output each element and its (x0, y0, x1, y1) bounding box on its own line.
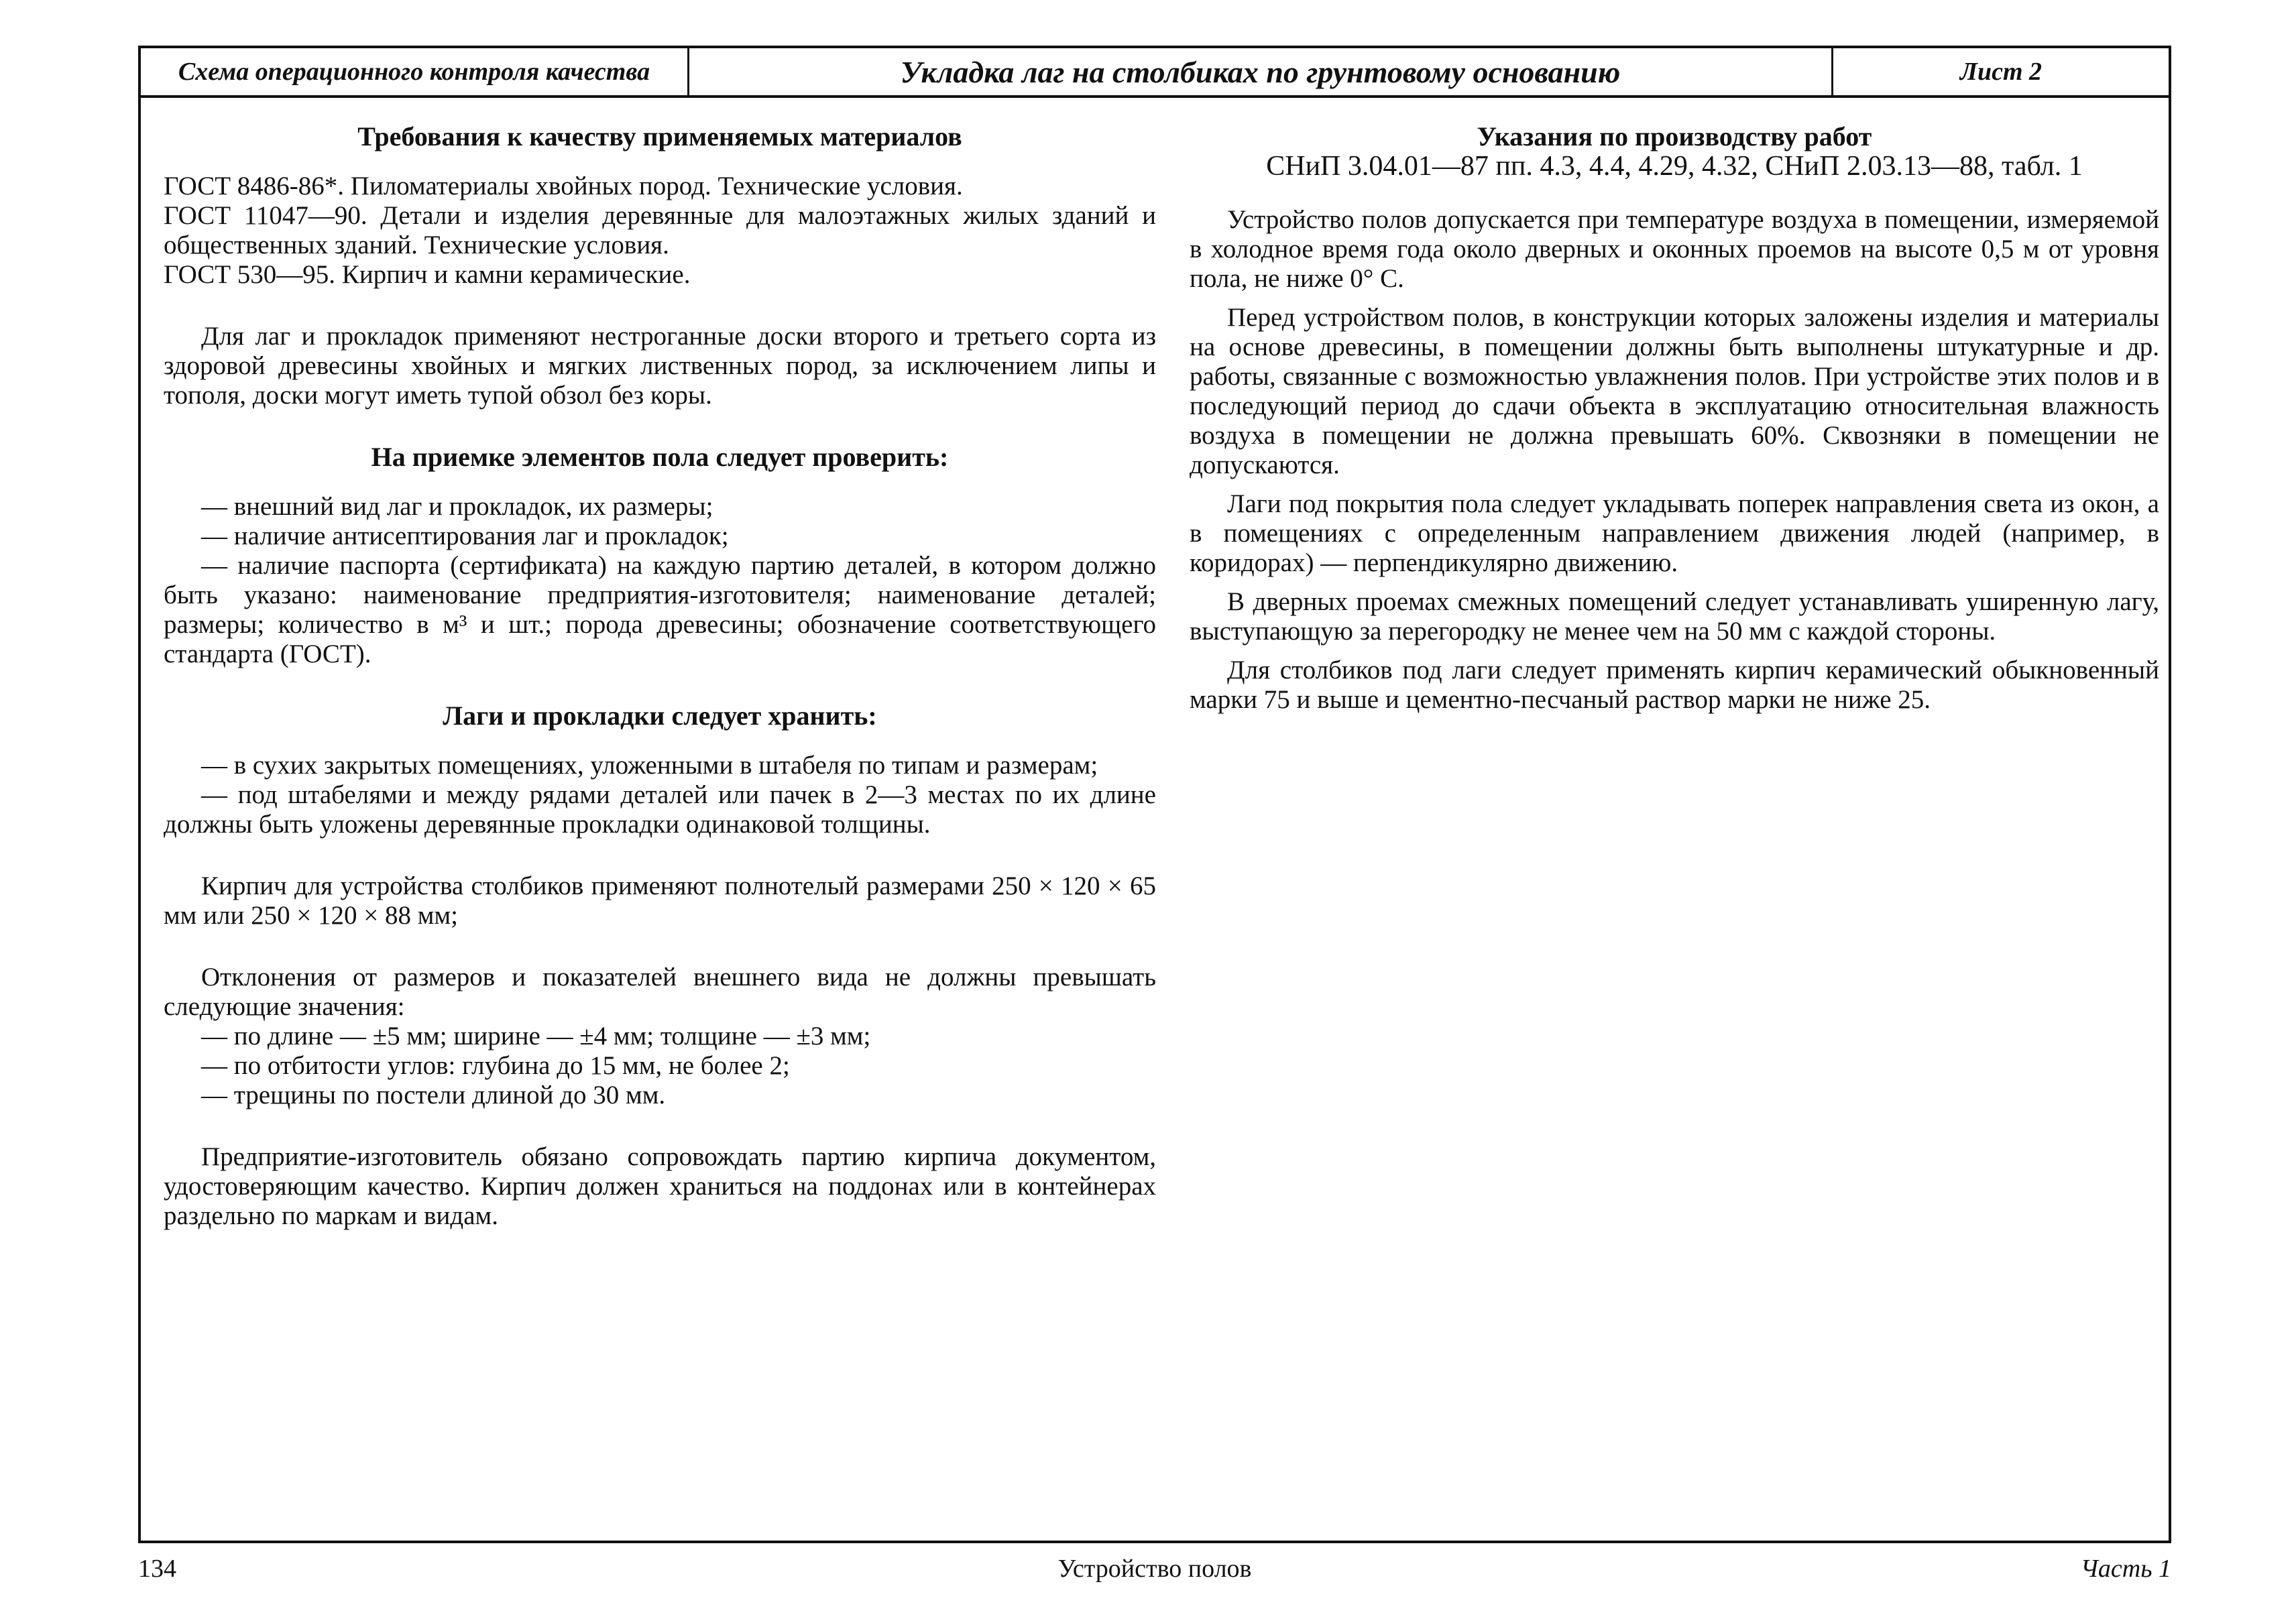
left-column (164, 122, 1156, 1231)
check-item: — наличие антисептирования лаг и прокладок; (201, 522, 729, 550)
section-title: Устройство полов (1057, 1555, 1252, 1583)
storage-heading: Лаги и прокладки следует хранить: (443, 701, 877, 731)
lumber-paragraph: Для лаг и прокладок применяют нестроганные доски второго и третьего сорта из здоровой древесины хвойных и мягких лиственных пород, за исключением липы и тополя, доски могут иметь тупой обзол без коры. (164, 322, 1156, 410)
storage-item: — под штабелями и между рядами деталей или пачек в 2—3 местах по их длине должны быть уложены деревянные прокладки одинаковой толщины. (164, 780, 1156, 839)
gost-line: ГОСТ 8486-86*. Пиломатериалы хвойных пород. Технические условия. (164, 172, 963, 200)
right-column (1190, 122, 2159, 724)
gost-line: ГОСТ 530—95. Кирпич и камни керамические. (164, 260, 691, 289)
works-paragraph: Лаги под покрытия пола следует укладывать поперек направления света из окон, а в помещениях с определенным направлением движения людей (например, в коридорах) — перпендикулярно движению. (1190, 489, 2159, 577)
works-paragraph: Для столбиков под лаги следует применять кирпич керамический обыкновенный марки 75 и выше и цементно-песчаный раствор марки не ниже 25. (1190, 656, 2159, 714)
snip-reference: СНиП 3.04.01—87 пп. 4.3, 4.4, 4.29, 4.32, СНиП 2.03.13—88, табл. 1 (1266, 151, 2083, 182)
page-footer (138, 1554, 2171, 1587)
deviation-item: — по длине — ±5 мм; ширине — ±4 мм; толщине — ±3 мм; (201, 1022, 871, 1050)
scheme-label: Схема операционного контроля качества (141, 48, 689, 95)
brick-size-paragraph: Кирпич для устройства столбиков применяют полнотелый размерами 250 × 120 × 65 мм или 250 × 120 × 88 мм; (164, 871, 1156, 930)
works-paragraph: В дверных проемах смежных помещений следует устанавливать уширенную лагу, выступающую за перегородку не менее чем на 50 мм с каждой стороны. (1190, 587, 2159, 646)
deviation-item: — по отбитости углов: глубина до 15 мм, не более 2; (201, 1051, 790, 1080)
page-number: 134 (138, 1555, 176, 1583)
storage-item: — в сухих закрытых помещениях, уложенными в штабеля по типам и размерам; (201, 751, 1098, 780)
sheet-number: Лист 2 (1959, 58, 2043, 86)
deviation-item: — трещины по постели длиной до 30 мм. (201, 1081, 666, 1109)
acceptance-heading: На приемке элементов пола следует проверить: (371, 442, 949, 472)
works-paragraph: Устройство полов допускается при температуре воздуха в помещении, измеряемой в холодное время года около дверных и оконных проемов на высоте 0,5 м от уровня пола, не ниже 0° С. (1190, 205, 2159, 293)
materials-heading: Требования к качеству применяемых материалов (357, 121, 962, 152)
check-item: — наличие паспорта (сертификата) на каждую партию деталей, в котором должно быть указано: наименование предприятия-изготовителя; наименование деталей; размеры; количество в м³ и шт.; порода древесины; обозначение соответствующего стандарта (ГОСТ). (164, 551, 1156, 668)
check-item: — внешний вид лаг и прокладок, их размеры; (201, 492, 713, 521)
manufacturer-paragraph: Предприятие-изготовитель обязано сопровождать партию кирпича документом, удостоверяющим качество. Кирпич должен храниться на поддонах или в контейнерах раздельно по маркам и видам. (164, 1142, 1156, 1230)
document-frame (138, 46, 2171, 1543)
deviation-intro: Отклонения от размеров и показателей внешнего вида не должны превышать следующие значения: (164, 963, 1156, 1021)
works-heading: Указания по производству работ (1477, 121, 1872, 152)
part-label: Часть 1 (2080, 1555, 2171, 1583)
title-block (141, 48, 2169, 98)
document-title: Укладка лаг на столбиках по грунтовому основанию (689, 48, 1833, 95)
works-paragraph: Перед устройством полов, в конструкции которых заложены изделия и материалы на основе древесины, в помещении должны быть выполнены штукатурные и др. работы, связанные с возможностью увлажнения полов. При устройстве этих полов и в последующий период до сдачи объекта в эксплуатацию относительная влажность воздуха в помещении не должна превышать 60%. Сквозняки в помещении не допускаются. (1190, 303, 2159, 479)
gost-line: ГОСТ 11047—90. Детали и изделия деревянные для малоэтажных жилых зданий и общественных зданий. Технические условия. (164, 201, 1156, 259)
